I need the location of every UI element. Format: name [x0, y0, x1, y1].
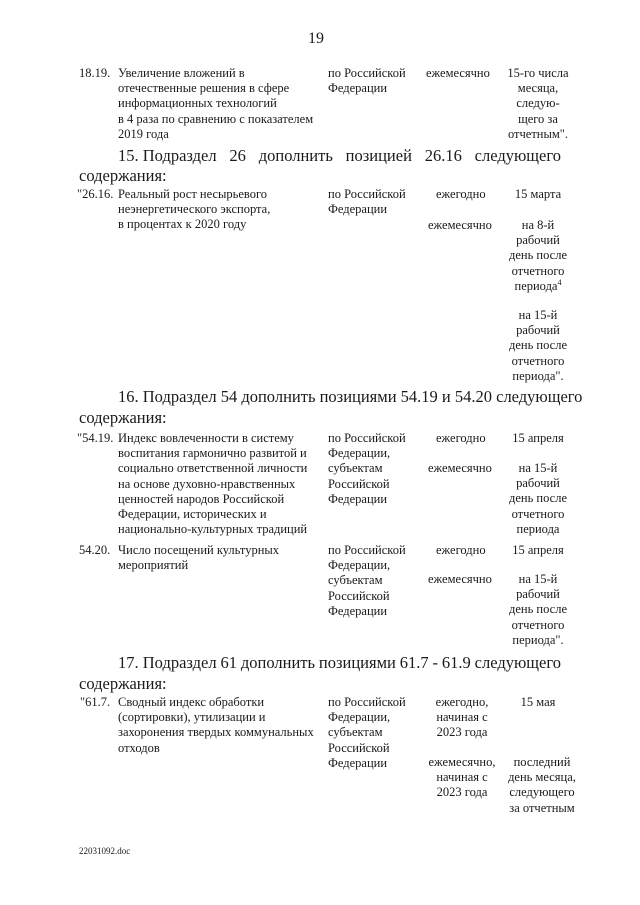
indicator-name: Реальный рост несырьевого неэнергетического экспорта, в процентах к 2020 году — [118, 187, 271, 232]
indicator-name: Увеличение вложений в отечественные решения в сфере информационных технологий в 4 раза по сравнению с показателем 2019 года — [118, 66, 314, 141]
footnote-marker: 4 — [557, 277, 562, 287]
level: по Российской Федерации — [328, 66, 406, 96]
row-number: "54.19. — [77, 431, 114, 445]
row-number: "26.16. — [77, 187, 114, 201]
deadline-monthly-alt: на 15-й рабочий день после отчетного периода". — [508, 308, 567, 383]
level: по Российской Федерации, субъектам Российской Федерации — [328, 695, 406, 770]
row-number: 18.19. — [79, 66, 111, 80]
paragraph-15-line1: 15. Подраздел 26 дополнить позицией 26.16 следующего — [118, 146, 561, 165]
deadline-monthly: на 15-й рабочий день после отчетного периода — [508, 461, 567, 536]
deadline: 15-го числа месяца, следую- щего за отчетным". — [507, 66, 569, 141]
level: по Российской Федерации, субъектам Российской Федерации — [328, 543, 406, 618]
document-code: 22031092.doc — [79, 846, 131, 856]
frequency: ежемесячно — [426, 66, 490, 80]
frequency-monthly: ежемесячно — [428, 218, 492, 232]
paragraph-16-line1: 16. Подраздел 54 дополнить позициями 54.19 и 54.20 следующего — [118, 387, 583, 406]
paragraph-17-line1: 17. Подраздел 61 дополнить позициями 61.7 - 61.9 следующего — [118, 653, 561, 672]
frequency-monthly: ежемесячно, начиная с 2023 года — [428, 755, 496, 800]
frequency-monthly: ежемесячно — [428, 461, 492, 475]
deadline-annual: 15 апреля — [512, 431, 564, 445]
row-number: 54.20. — [79, 543, 111, 557]
deadline-monthly: на 8-й рабочий день после отчетного периода$^4$ — [508, 218, 567, 293]
frequency-annual: ежегодно — [436, 431, 486, 445]
frequency-annual: ежегодно, начиная с 2023 года — [435, 695, 489, 740]
deadline-annual: 15 марта — [514, 187, 562, 201]
frequency-monthly: ежемесячно — [428, 572, 492, 586]
indicator-name: Число посещений культурных мероприятий — [118, 543, 280, 573]
frequency-annual: ежегодно — [436, 187, 486, 201]
indicator-name: Сводный индекс обработки (сортировки), утилизации и захоронения твердых коммунальных отходов — [118, 695, 314, 755]
indicator-name: Индекс вовлеченности в систему воспитания гармонично развитой и социально ответственной личности на основе духовно-нравственных ценностей народов Российской Федерации, исторических и национально-культурных традиций — [118, 431, 308, 537]
paragraph-17-line2: содержания: — [79, 674, 167, 693]
row-number: "61.7. — [80, 695, 111, 709]
frequency-annual: ежегодно — [436, 543, 486, 557]
level: по Российской Федерации — [328, 187, 406, 217]
deadline-annual: 15 апреля — [512, 543, 564, 557]
deadline-annual: 15 мая — [520, 695, 556, 709]
page-number: 19 — [308, 30, 324, 47]
paragraph-15-line2: содержания: — [79, 166, 167, 185]
deadline-monthly: на 15-й рабочий день после отчетного периода". — [508, 572, 567, 647]
deadline-monthly: последний день месяца, следующего за отчетным — [508, 755, 576, 815]
paragraph-16-line2: содержания: — [79, 408, 167, 427]
level: по Российской Федерации, субъектам Российской Федерации — [328, 431, 406, 506]
